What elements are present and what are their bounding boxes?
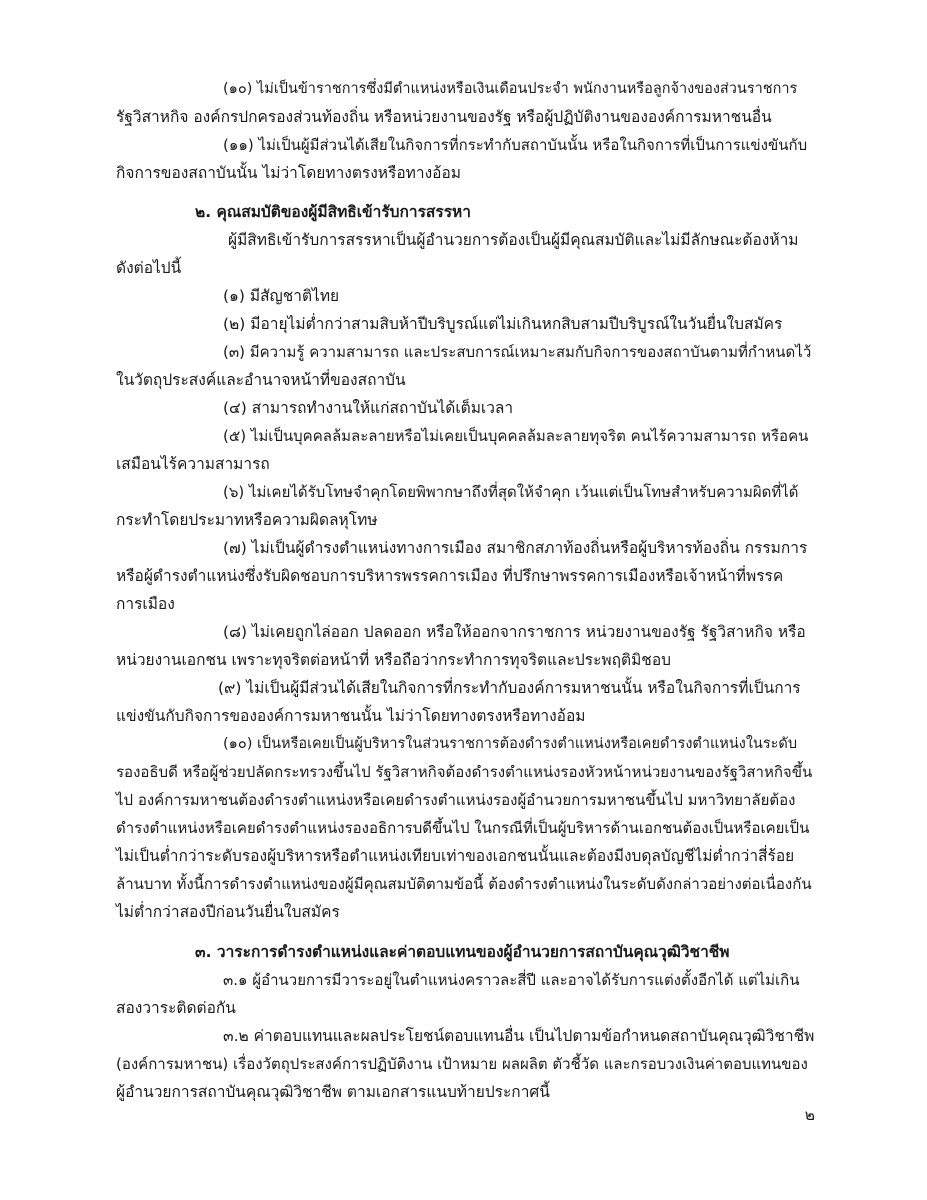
- s2-item5-line1: (๕) ไม่เป็นบุคคลล้มละลายหรือไม่เคยเป็นบุคคลล้มละลายทุจริต คนไร้ความสามารถ หรือคน: [223, 427, 809, 445]
- s2-item7-line2: หรือผู้ดำรงตำแหน่งซึ่งรับผิดชอบการบริหารพรรคการเมือง ที่ปรึกษาพรรคการเมืองหรือเจ้าหน้าที่พรรค: [116, 567, 784, 585]
- s2-item9-line2: แข่งขันกับกิจการขององค์การมหาชนนั้น ไม่ว่าโดยทางตรงหรือทางอ้อม: [116, 707, 586, 725]
- s3-item2-line3: ผู้อำนวยการสถาบันคุณวุฒิวิชาชีพ ตามเอกสารแนบท้ายประกาศนี้: [116, 1083, 550, 1101]
- s2-item7-line3: การเมือง: [116, 595, 175, 613]
- s2-item3-line2: ในวัตถุประสงค์และอำนาจหน้าที่ของสถาบัน: [116, 371, 406, 389]
- page-number: ๒: [804, 1106, 815, 1124]
- s2-item5-line2: เสมือนไร้ความสามารถ: [116, 455, 270, 473]
- s1-item11-line2: กิจการของสถาบันนั้น ไม่ว่าโดยทางตรงหรือทางอ้อม: [116, 164, 461, 182]
- s3-item2-line2: (องค์การมหาชน) เรื่องวัตถุประสงค์การปฏิบัติงาน เป้าหมาย ผลผลิต ตัวชี้วัด และกรอบวงเงินค่าตอบแทนของ: [116, 1055, 808, 1073]
- s2-item8-line2: หน่วยงานเอกชน เพราะทุจริตต่อหน้าที่ หรือถือว่ากระทำการทุจริตและประพฤติมิชอบ: [116, 651, 671, 669]
- s3-item1-line2: สองวาระติดต่อกัน: [116, 999, 236, 1017]
- s2-item1: (๑) มีสัญชาติไทย: [223, 287, 340, 305]
- s2-item10-line4: ดำรงตำแหน่งหรือเคยดำรงตำแหน่งรองอธิการบดีขึ้นไป ในกรณีที่เป็นผู้บริหารด้านเอกชนต้องเป็นหรือเคยเป็น: [116, 819, 810, 837]
- section3-heading: ๓. วาระการดำรงตำแหน่งและค่าตอบแทนของผู้อำนวยการสถาบันคุณวุฒิวิชาชีพ: [195, 943, 730, 961]
- s2-item6-line1: (๖) ไม่เคยได้รับโทษจำคุกโดยพิพากษาถึงที่สุดให้จำคุก เว้นแต่เป็นโทษสำหรับความผิดที่ได้: [223, 483, 799, 501]
- s2-item10-line2: รองอธิบดี หรือผู้ช่วยปลัดกระทรวงขึ้นไป รัฐวิสาหกิจต้องดำรงตำแหน่งรองหัวหน้าหน่วยงานของรัฐวิสาหกิจขึ้น: [116, 763, 813, 781]
- s1-item10-line1: (๑๐) ไม่เป็นข้าราชการซึ่งมีตำแหน่งหรือเงินเดือนประจำ พนักงานหรือลูกจ้างของส่วนราชการ: [223, 81, 798, 97]
- s3-item1-line1: ๓.๑ ผู้อำนวยการมีวาระอยู่ในตำแหน่งคราวละสี่ปี และอาจได้รับการแต่งตั้งอีกได้ แต่ไม่เกิน: [223, 971, 800, 989]
- s2-item10-line5: ไม่เป็นต่ำกว่าระดับรองผู้บริหารหรือตำแหน่งเทียบเท่าของเอกชนนั้นและต้องมีงบดุลบัญชีไม่ต่ำกว่าสี่ร้อย: [116, 847, 795, 865]
- s2-item10-line7: ไม่ต่ำกว่าสองปีก่อนวันยื่นใบสมัคร: [116, 903, 340, 921]
- s2-item6-line2: กระทำโดยประมาทหรือความผิดลหุโทษ: [116, 511, 378, 529]
- s2-intro-line1: ผู้มีสิทธิเข้ารับการสรรหาเป็นผู้อำนวยการต้องเป็นผู้มีคุณสมบัติและไม่มีลักษณะต้องห้าม: [228, 231, 799, 249]
- s2-item10-line6: ล้านบาท ทั้งนี้การดำรงตำแหน่งของผู้มีคุณสมบัติตามข้อนี้ ต้องดำรงตำแหน่งในระดับดังกล่าวอย่างต่อเนื่องกัน: [116, 875, 812, 893]
- s1-item11-line1: (๑๑) ไม่เป็นผู้มีส่วนได้เสียในกิจการที่กระทำกับสถาบันนั้น หรือในกิจการที่เป็นการแข่งขันกับ: [223, 136, 808, 154]
- section2-heading: ๒. คุณสมบัติของผู้มีสิทธิเข้ารับการสรรหา: [195, 203, 471, 221]
- s2-item2: (๒) มีอายุไม่ต่ำกว่าสามสิบห้าปีบริบูรณ์แต่ไม่เกินหกสิบสามปีบริบูรณ์ในวันยื่นใบสมัคร: [223, 315, 783, 333]
- s2-intro-line2: ดังต่อไปนี้: [116, 259, 182, 277]
- s1-item10-line2: รัฐวิสาหกิจ องค์กรปกครองส่วนท้องถิ่น หรือหน่วยงานของรัฐ หรือผู้ปฏิบัติงานขององค์การมหาชนอื่น: [116, 108, 772, 126]
- s2-item4: (๔) สามารถทำงานให้แก่สถาบันได้เต็มเวลา: [223, 399, 514, 417]
- s3-item2-line1: ๓.๒ ค่าตอบแทนและผลประโยชน์ตอบแทนอื่น เป็นไปตามข้อกำหนดสถาบันคุณวุฒิวิชาชีพ: [223, 1027, 815, 1045]
- s2-item3-line1: (๓) มีความรู้ ความสามารถ และประสบการณ์เหมาะสมกับกิจการของสถาบันตามที่กำหนดไว้: [223, 343, 812, 361]
- s2-item7-line1: (๗) ไม่เป็นผู้ดำรงตำแหน่งทางการเมือง สมาชิกสภาท้องถิ่นหรือผู้บริหารท้องถิ่น กรรมการ: [223, 539, 808, 557]
- s2-item10-line1: (๑๐) เป็นหรือเคยเป็นผู้บริหารในส่วนราชการต้องดำรงตำแหน่งหรือเคยดำรงตำแหน่งในระดับ: [223, 736, 798, 752]
- s2-item8-line1: (๘) ไม่เคยถูกไล่ออก ปลดออก หรือให้ออกจากราชการ หน่วยงานของรัฐ รัฐวิสาหกิจ หรือ: [223, 623, 806, 641]
- s2-item10-line3: ไป องค์การมหาชนต้องดำรงตำแหน่งหรือเคยดำรงตำแหน่งรองผู้อำนวยการมหาชนขึ้นไป มหาวิทยาลัยต้อง: [116, 791, 796, 809]
- s2-item9-line1: (๙) ไม่เป็นผู้มีส่วนได้เสียในกิจการที่กระทำกับองค์การมหาชนนั้น หรือในกิจการที่เป็นการ: [218, 679, 801, 697]
